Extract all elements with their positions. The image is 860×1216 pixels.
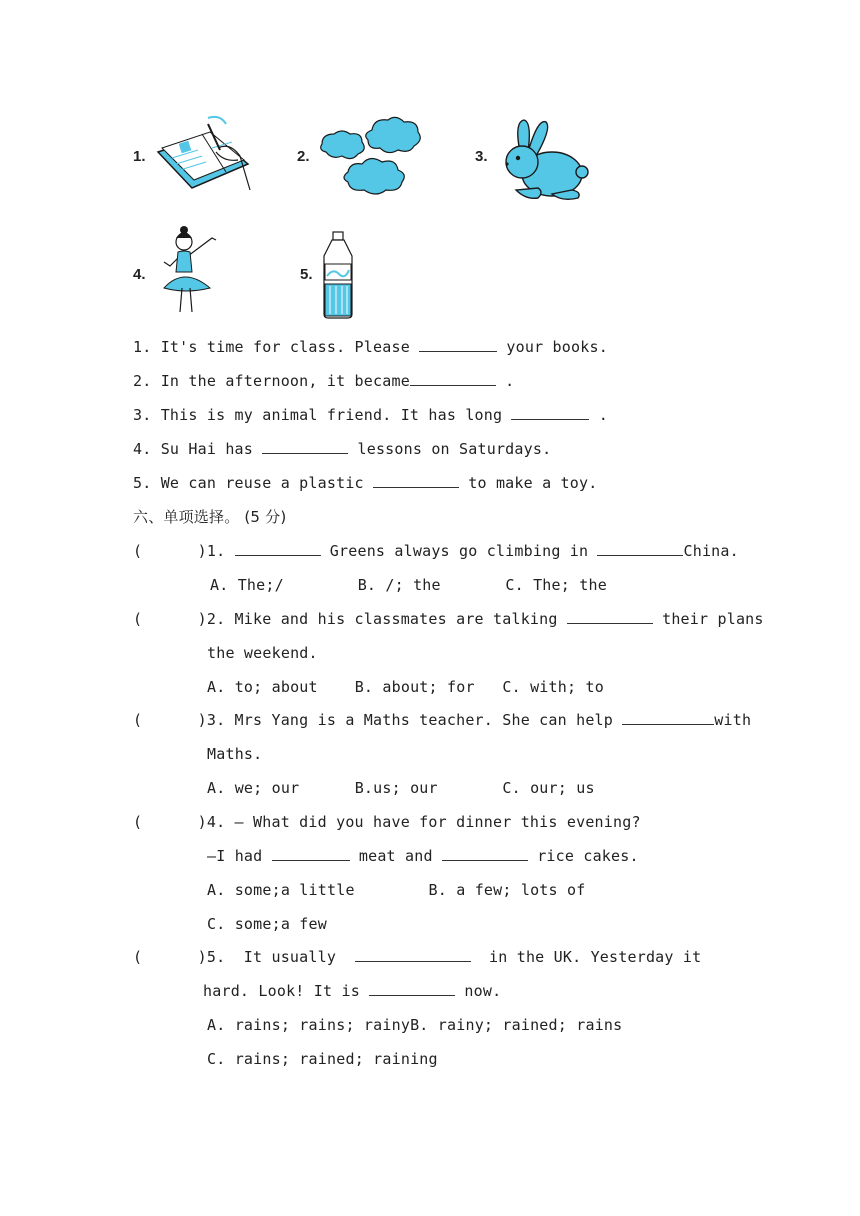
picture-label-3: 3. bbox=[475, 148, 488, 165]
picture-label-2: 2. bbox=[297, 148, 310, 165]
question-2-continued: the weekend. bbox=[207, 644, 318, 662]
question-text: hard. Look! It is bbox=[203, 982, 360, 1000]
picture-label-1: 1. bbox=[133, 148, 146, 165]
fill-in-5 bbox=[133, 473, 597, 493]
answer-blank[interactable] bbox=[419, 337, 497, 352]
answer-blank[interactable] bbox=[262, 439, 348, 454]
picture-label-4: 4. bbox=[133, 266, 146, 283]
question-4 bbox=[133, 812, 641, 832]
question-3-options: A. we; our B.us; our C. our; us bbox=[207, 779, 595, 797]
rabbit-icon bbox=[496, 116, 591, 204]
fill-in-3 bbox=[133, 405, 608, 425]
question-text: China. bbox=[683, 542, 739, 560]
answer-blank[interactable] bbox=[442, 846, 528, 861]
item-number: 5. bbox=[133, 474, 152, 492]
question-text: now. bbox=[464, 982, 502, 1000]
ballerina-icon bbox=[160, 224, 220, 320]
answer-blank[interactable] bbox=[373, 473, 459, 488]
question-1-options: A. The;/ B. /; the C. The; the bbox=[210, 576, 607, 594]
question-5-options-1: A. rains; rains; rainyB. rainy; rained; rains bbox=[207, 1016, 623, 1034]
question-text: meat and bbox=[358, 847, 433, 865]
sentence-text: In the afternoon, it became bbox=[160, 372, 410, 390]
plastic-bottle-icon bbox=[320, 230, 356, 320]
question-text: It usually bbox=[243, 948, 337, 966]
answer-paren[interactable]: ( )2. bbox=[133, 610, 226, 628]
sentence-text: . bbox=[598, 406, 608, 424]
answer-blank[interactable] bbox=[511, 405, 589, 420]
question-text: Mike and his classmates are talking bbox=[234, 610, 558, 628]
question-text: their plans bbox=[662, 610, 764, 628]
question-text: rice cakes. bbox=[537, 847, 639, 865]
sentence-text: your books. bbox=[506, 338, 608, 356]
question-4-line-2 bbox=[207, 846, 639, 866]
sentence-text: to make a toy. bbox=[468, 474, 598, 492]
clouds-icon bbox=[318, 116, 428, 198]
answer-blank[interactable] bbox=[272, 846, 350, 861]
sentence-text: lessons on Saturdays. bbox=[357, 440, 552, 458]
answer-blank[interactable] bbox=[410, 371, 496, 386]
question-4-options-2: C. some;a few bbox=[207, 915, 327, 933]
item-number: 2. bbox=[133, 372, 152, 390]
question-5-options-2: C. rains; rained; raining bbox=[207, 1050, 438, 1068]
item-number: 3. bbox=[133, 406, 152, 424]
sentence-text: Su Hai has bbox=[160, 440, 254, 458]
fill-in-2 bbox=[133, 371, 514, 391]
question-text: Greens always go climbing in bbox=[329, 542, 589, 560]
question-3-continued: Maths. bbox=[207, 745, 263, 763]
answer-blank[interactable] bbox=[597, 541, 683, 556]
question-text: with bbox=[714, 711, 752, 729]
book-writing-icon bbox=[150, 112, 260, 194]
answer-blank[interactable] bbox=[235, 541, 321, 556]
fill-in-1 bbox=[133, 337, 608, 357]
answer-blank[interactable] bbox=[355, 947, 471, 962]
question-4-options-1: A. some;a little B. a few; lots of bbox=[207, 881, 586, 899]
item-number: 4. bbox=[133, 440, 152, 458]
answer-blank[interactable] bbox=[622, 710, 714, 725]
sentence-text: We can reuse a plastic bbox=[160, 474, 364, 492]
question-2-options: A. to; about B. about; for C. with; to bbox=[207, 678, 604, 696]
answer-paren[interactable]: ( )4. bbox=[133, 813, 226, 831]
picture-label-5: 5. bbox=[300, 266, 313, 283]
question-text: in the UK. Yesterday it bbox=[489, 948, 702, 966]
answer-paren[interactable]: ( )5. bbox=[133, 948, 226, 966]
sentence-text: This is my animal friend. It has long bbox=[160, 406, 503, 424]
question-text: Mrs Yang is a Maths teacher. She can help bbox=[234, 711, 614, 729]
section-title: 六、单项选择。 (5 分) bbox=[133, 508, 287, 526]
question-1 bbox=[133, 541, 739, 561]
answer-blank[interactable] bbox=[369, 981, 455, 996]
question-text: — What did you have for dinner this evening? bbox=[234, 813, 641, 831]
question-5-continued bbox=[203, 981, 501, 1001]
question-2 bbox=[133, 609, 764, 629]
question-3 bbox=[133, 710, 751, 730]
fill-in-4 bbox=[133, 439, 551, 459]
sentence-text: . bbox=[505, 372, 515, 390]
question-text: —I had bbox=[207, 847, 263, 865]
answer-blank[interactable] bbox=[567, 609, 653, 624]
answer-paren[interactable]: ( )1. bbox=[133, 542, 226, 560]
answer-paren[interactable]: ( )3. bbox=[133, 711, 226, 729]
item-number: 1. bbox=[133, 338, 152, 356]
question-5 bbox=[133, 947, 701, 967]
sentence-text: It's time for class. Please bbox=[160, 338, 410, 356]
